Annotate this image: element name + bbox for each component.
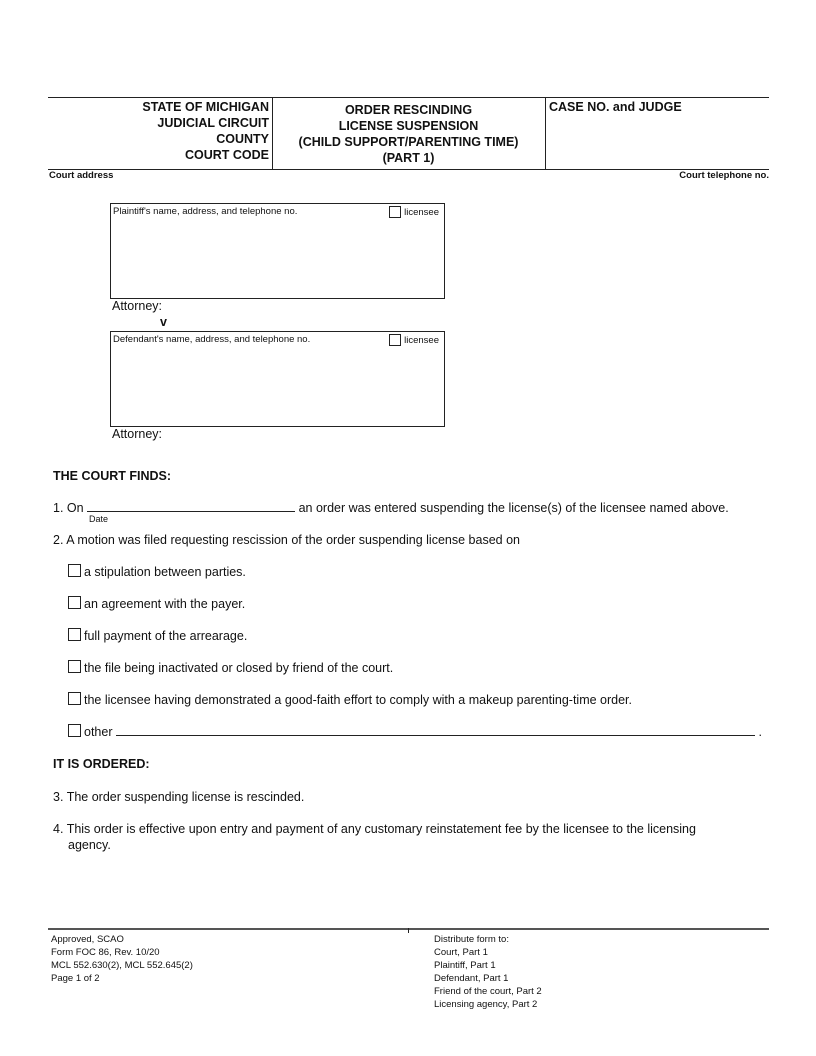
footer-form-info [51, 933, 193, 985]
option-label: the licensee having demonstrated a good-faith effort to comply with a makeup parenting-time order. [84, 693, 632, 707]
option-label: other [84, 725, 113, 739]
item-number: 2. [53, 533, 64, 547]
item1-on-text: On [66, 501, 84, 515]
finding-2 [53, 532, 520, 548]
plaintiff-licensee-label: licensee [404, 206, 439, 218]
date-caption: Date [89, 514, 109, 524]
form-number: Form FOC 86, Rev. 10/20 [51, 947, 160, 958]
case-no-judge-field[interactable]: CASE NO. and JUDGE [549, 100, 682, 114]
file-inactivated-checkbox[interactable] [68, 660, 81, 673]
plaintiff-box[interactable] [110, 203, 445, 299]
page-number: Page 1 of 2 [51, 973, 100, 984]
statute-reference: MCL 552.630(2), MCL 552.645(2) [51, 960, 193, 971]
date-input-line[interactable] [87, 500, 295, 512]
title-line: (PART 1) [382, 151, 435, 165]
header-top-rule [48, 97, 769, 98]
finding-1 [53, 500, 769, 516]
defendant-licensee-checkbox[interactable] [389, 334, 401, 346]
versus-label: v [160, 315, 167, 329]
item1-text: an order was entered suspending the license(s) of the licensee named above. [298, 501, 729, 515]
distribution-item: Licensing agency, Part 2 [434, 999, 538, 1010]
approval-line: Approved, SCAO [51, 934, 124, 945]
option-full-payment[interactable] [68, 628, 247, 644]
footer-distribution [434, 933, 542, 1011]
option-label: the file being inactivated or closed by friend of the court. [84, 661, 394, 675]
defendant-licensee-label: licensee [404, 334, 439, 346]
other-period: . [758, 725, 762, 739]
other-input-line[interactable] [116, 724, 755, 736]
judicial-circuit-label: JUDICIAL CIRCUIT [157, 116, 269, 130]
option-file-inactivated[interactable] [68, 660, 393, 676]
option-other[interactable] [68, 724, 762, 740]
agreement-checkbox[interactable] [68, 596, 81, 609]
defendant-box[interactable] [110, 331, 445, 427]
option-stipulation[interactable] [68, 564, 246, 580]
header-bottom-rule [48, 169, 769, 170]
item4-text-line2: agency. [68, 838, 111, 852]
title-line: LICENSE SUSPENSION [338, 119, 479, 133]
item-number: 4. [53, 822, 64, 836]
option-good-faith[interactable] [68, 692, 632, 708]
it-is-ordered-heading: IT IS ORDERED: [53, 757, 150, 771]
footer-tick [408, 928, 409, 933]
distribution-item: Defendant, Part 1 [434, 973, 509, 984]
county-label: COUNTY [216, 132, 269, 146]
distribution-item: Plaintiff, Part 1 [434, 960, 496, 971]
good-faith-checkbox[interactable] [68, 692, 81, 705]
other-checkbox[interactable] [68, 724, 81, 737]
order-4 [53, 821, 769, 853]
defendant-attorney-label: Attorney: [112, 427, 163, 441]
item3-text: The order suspending license is rescinded. [66, 790, 305, 804]
court-info [48, 99, 269, 163]
option-label: a stipulation between parties. [84, 565, 246, 579]
court-address-label: Court address [49, 170, 114, 181]
distribution-item: Court, Part 1 [434, 947, 488, 958]
defendant-label: Defendant's name, address, and telephone no. [113, 334, 311, 345]
item2-text: A motion was filed requesting rescission of the order suspending license based on [66, 533, 520, 547]
title-line: ORDER RESCINDING [344, 103, 473, 117]
order-3 [53, 789, 304, 805]
distribution-item: Friend of the court, Part 2 [434, 986, 542, 997]
state-name: STATE OF MICHIGAN [142, 100, 269, 114]
header-divider-right [545, 97, 546, 169]
defendant-licensee-option[interactable] [389, 334, 439, 346]
plaintiff-attorney-label: Attorney: [112, 299, 163, 313]
option-label: full payment of the arrearage. [84, 629, 248, 643]
plaintiff-licensee-checkbox[interactable] [389, 206, 401, 218]
distribution-heading: Distribute form to: [434, 934, 509, 945]
court-finds-heading: THE COURT FINDS: [53, 469, 172, 483]
plaintiff-label: Plaintiff's name, address, and telephone no. [113, 206, 298, 217]
form-title [273, 102, 544, 166]
option-agreement[interactable] [68, 596, 245, 612]
stipulation-checkbox[interactable] [68, 564, 81, 577]
option-label: an agreement with the payer. [84, 597, 246, 611]
item4-text-line1: This order is effective upon entry and payment of any customary reinstatement fee by the licensee to the licensing [66, 822, 696, 836]
court-telephone-label: Court telephone no. [679, 170, 769, 181]
item-number: 3. [53, 790, 64, 804]
item-number: 1. [53, 501, 64, 515]
court-code-label: COURT CODE [184, 148, 269, 162]
full-payment-checkbox[interactable] [68, 628, 81, 641]
plaintiff-licensee-option[interactable] [389, 206, 439, 218]
title-line: (CHILD SUPPORT/PARENTING TIME) [298, 135, 519, 149]
